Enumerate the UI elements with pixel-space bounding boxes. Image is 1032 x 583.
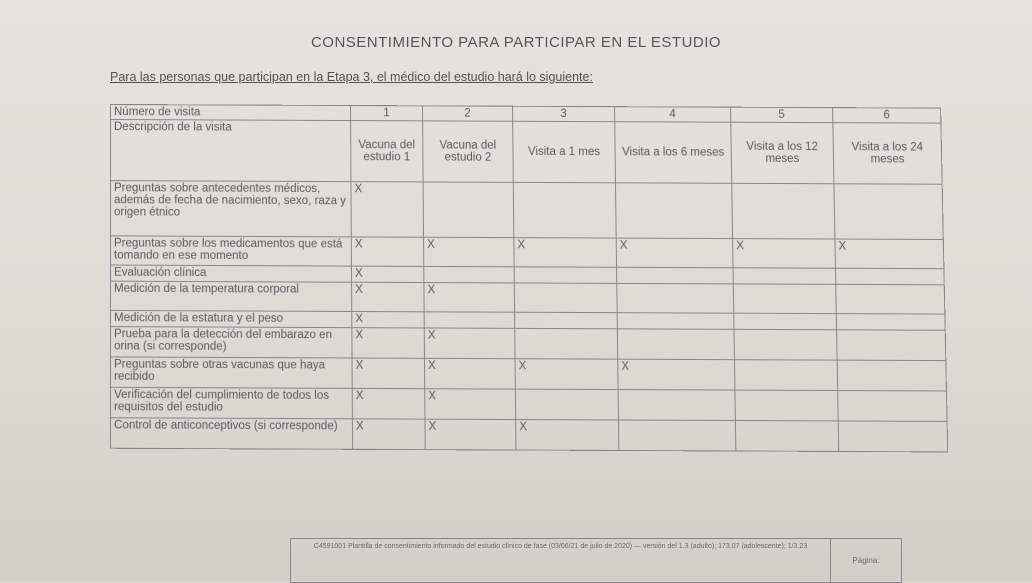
visit-mark: X [351, 182, 424, 238]
visit-description-cell: Visita a 1 mes [513, 121, 616, 183]
visit-mark [835, 268, 944, 285]
table-row [111, 327, 946, 361]
visit-mark: X [425, 419, 516, 450]
visit-mark [615, 183, 732, 239]
visit-mark [732, 183, 835, 239]
visit-mark [836, 284, 945, 314]
visit-mark: X [516, 420, 619, 451]
visit-mark: X [352, 419, 425, 450]
visit-mark: X [352, 311, 425, 327]
visit-mark [515, 389, 618, 420]
visit-mark [834, 184, 943, 240]
visit-mark [515, 312, 618, 329]
visit-mark [617, 313, 734, 330]
visit-mark: X [616, 238, 733, 268]
visit-description-header: Descripción de la visita [111, 119, 351, 181]
visit-number-cell: 2 [423, 106, 513, 121]
visit-mark [733, 268, 836, 285]
visit-mark [735, 420, 838, 451]
visit-mark: X [351, 266, 423, 282]
table-row [111, 236, 944, 269]
visit-mark [618, 420, 735, 451]
visit-mark [617, 283, 734, 313]
visit-mark: X [352, 388, 425, 419]
visit-mark [618, 390, 735, 421]
procedure-label: Prueba para la detección del embarazo en orina (si corresponde) [111, 327, 353, 358]
visit-number-cell: 3 [513, 106, 615, 121]
visit-description-cell: Vacuna del estudio 2 [423, 121, 514, 183]
visit-number-cell: 5 [731, 107, 833, 122]
table-row [111, 281, 945, 314]
visit-mark [735, 390, 838, 421]
visit-mark [838, 391, 947, 422]
table-row [111, 387, 948, 421]
page-label: Página: [852, 556, 880, 565]
procedure-label: Preguntas sobre los medicamentos que está tomando en ese momento [111, 236, 352, 266]
visit-mark [515, 328, 618, 359]
table-row [111, 418, 948, 452]
visit-mark [513, 182, 616, 238]
visit-description-cell: Visita a los 12 meses [731, 122, 834, 184]
visit-mark: X [351, 237, 423, 267]
visit-mark [617, 267, 734, 284]
intro-text: Para las personas que participan en la Etapa 3, el médico del estudio hará lo siguiente: [110, 70, 593, 84]
visit-mark: X [424, 237, 515, 267]
visit-number-header: Número de visita [111, 105, 351, 121]
visit-mark: X [424, 358, 515, 389]
visit-mark [836, 314, 945, 331]
procedure-label: Medición de la temperatura corporal [111, 281, 352, 311]
visit-number-cell: 1 [351, 106, 423, 121]
visit-table [110, 104, 948, 452]
visit-mark: X [835, 239, 944, 269]
visit-mark: X [514, 238, 617, 268]
visit-mark: X [618, 359, 735, 390]
visit-description-cell: Vacuna del estudio 1 [351, 121, 424, 182]
visit-mark [838, 421, 947, 452]
table-row [111, 181, 944, 240]
visit-mark [617, 329, 734, 360]
visit-number-cell: 6 [833, 108, 941, 123]
visit-mark: X [352, 328, 425, 359]
table-row [111, 357, 947, 391]
visit-mark: X [733, 239, 836, 269]
visit-mark: X [352, 358, 425, 389]
visit-mark [514, 283, 617, 313]
visit-number-cell: 4 [615, 107, 731, 123]
visit-mark [734, 313, 837, 330]
visit-mark: X [515, 359, 618, 390]
footer-text: C4591001 Plantilla de consentimiento informado del estudio clínico de fase (03/06/21 de julio de 2020) — versión del 1.3 (adulto); 173.07 (adolescente); 1/3.23 [291, 539, 831, 582]
document-footer [290, 538, 902, 583]
visit-mark [837, 330, 946, 361]
procedure-label: Control de anticonceptivos (si corresponde) [111, 418, 353, 450]
procedure-label: Evaluación clínica [111, 265, 352, 282]
visit-mark: X [352, 282, 425, 312]
visit-mark [514, 267, 617, 284]
visit-mark [424, 312, 515, 329]
visit-mark [734, 360, 837, 391]
procedure-label: Preguntas sobre otras vacunas que haya recibido [111, 357, 353, 388]
visit-mark: X [425, 389, 516, 420]
visit-mark [424, 266, 515, 283]
visit-mark [733, 284, 836, 314]
visit-mark [423, 182, 514, 238]
visit-mark [837, 360, 946, 391]
visit-description-cell: Visita a los 6 meses [615, 122, 732, 184]
procedure-label: Verificación del cumplimiento de todos los requisitos del estudio [111, 387, 353, 418]
visit-mark [734, 329, 837, 360]
visit-description-cell: Visita a los 24 meses [833, 123, 942, 185]
procedure-label: Preguntas sobre antecedentes médicos, además de fecha de nacimiento, sexo, raza y origen étnico [111, 181, 352, 237]
visit-mark: X [424, 283, 515, 313]
document-title: CONSENTIMIENTO PARA PARTICIPAR EN EL ESTUDIO [310, 34, 722, 51]
procedure-label: Medición de la estatura y el peso [111, 310, 352, 327]
visit-mark: X [424, 328, 515, 359]
